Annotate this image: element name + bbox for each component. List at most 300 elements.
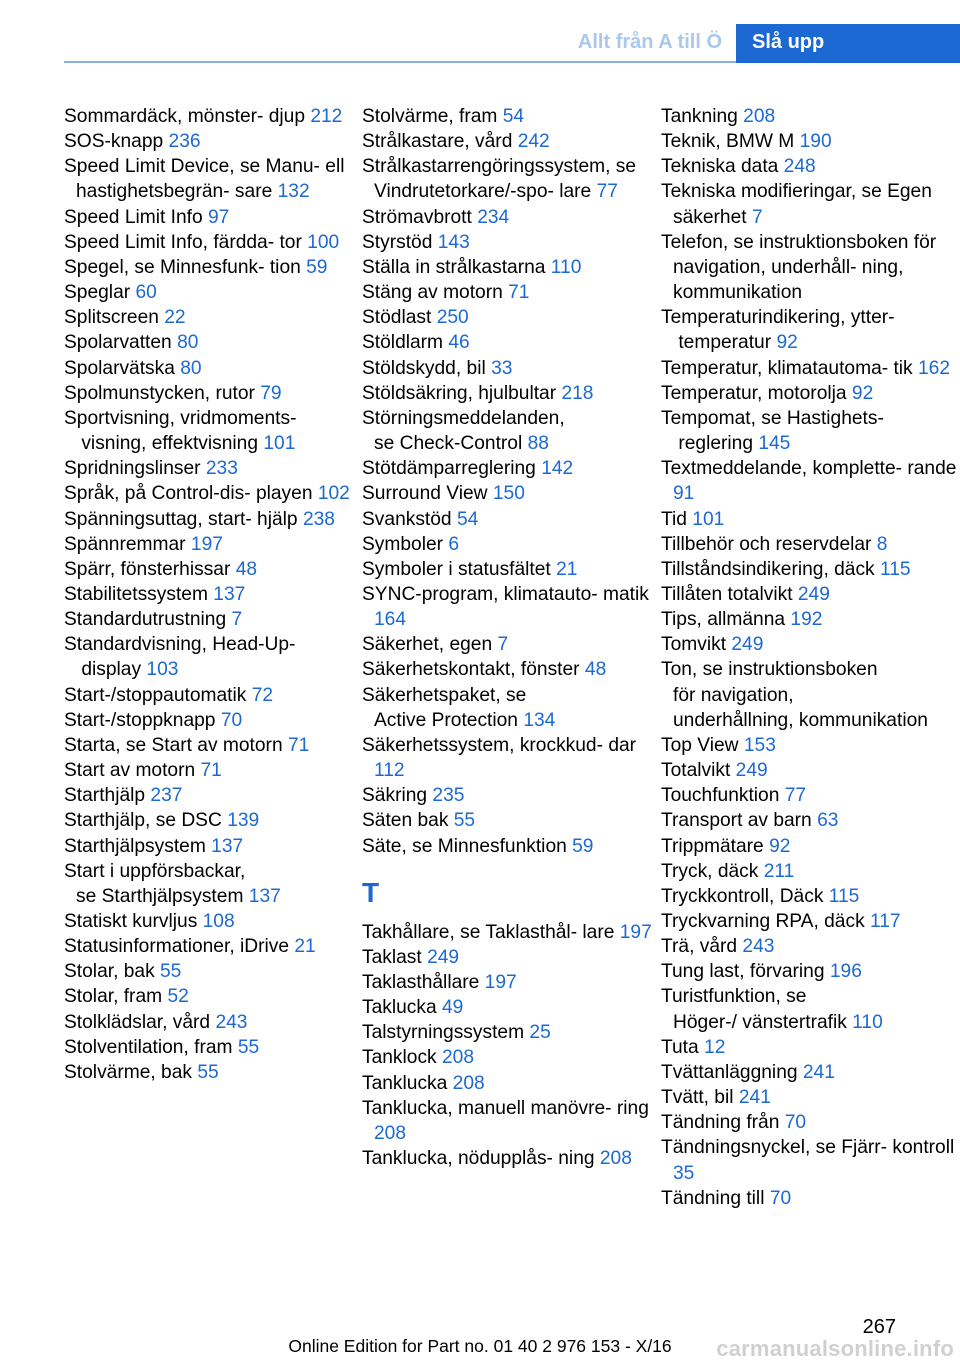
index-entry [661,230,957,305]
index-entry [362,945,652,970]
index-entry-text: Tillståndsindikering, däck [661,558,875,580]
index-entry-text: Starta, se Start av motorn [64,734,283,756]
index-entry [64,481,354,506]
index-entry [362,557,652,582]
header-tab: Slå upp [736,24,960,63]
index-entry-text: Strålkastare, vård [362,131,513,153]
index-page-link[interactable]: 92 [851,382,874,404]
index-entry-text: Stöldsäkring, hjulbultar [362,382,557,404]
index-page-link[interactable]: 243 [742,936,775,958]
index-page-link[interactable]: 71 [287,734,310,756]
header-section-title: Allt från A till Ö [577,31,722,53]
index-page-link[interactable]: 218 [561,382,594,404]
index-entry [64,532,354,557]
index-entry-text: Säkring [362,785,428,807]
index-page-link[interactable]: 208 [442,1047,475,1069]
index-entry-text: Tekniska data [661,156,779,178]
index-page-link[interactable]: 54 [456,508,479,530]
index-page-link[interactable]: 238 [302,508,335,530]
index-entry-text: Tuta [661,1036,699,1058]
index-entry [661,104,957,129]
index-entry [64,607,354,632]
index-entry-text: Top View [661,734,739,756]
index-page-link[interactable]: 8 [876,533,888,555]
index-entry-text: Tryck, däck [661,860,759,882]
index-entry [362,129,652,154]
index-entry [64,456,354,481]
index-page-link[interactable]: 249 [735,760,768,782]
index-page-link[interactable]: 92 [769,835,791,857]
index-entry [661,1060,957,1085]
index-page-link[interactable]: 249 [797,583,830,605]
index-page-link[interactable]: 115 [828,885,860,907]
index-entry [661,808,957,833]
index-entry-text: Stolvärme, bak [64,1061,192,1083]
index-entry [661,632,957,657]
index-page-link[interactable]: 241 [802,1061,835,1083]
index-entry [64,255,354,280]
index-page-link[interactable]: 70 [769,1187,792,1209]
index-entry [64,381,354,406]
index-entry-text: Start-/stoppknapp [64,709,216,731]
index-entry-text: Tryckkontroll, Däck [661,885,824,907]
index-page-link[interactable]: 79 [260,382,282,404]
index-entry-text: Splitscreen [64,307,159,329]
index-entry-text: Säten bak [362,810,449,832]
index-page-link[interactable]: 59 [306,256,328,278]
index-entry-text: SOS-knapp [64,131,164,153]
index-entry [661,607,957,632]
index-entry [661,959,957,984]
index-page-link[interactable]: 145 [758,433,791,455]
index-entry-text: Stabilitetssystem [64,583,208,605]
index-entry-text: Symboler [362,533,444,555]
index-page-link[interactable]: 208 [374,1122,407,1144]
index-entry-text: Starthjälpsystem [64,835,206,857]
index-entry-text: Standardutrustning [64,609,227,631]
index-page-link[interactable]: 235 [432,785,465,807]
index-entry [661,507,957,532]
index-entry [64,154,354,204]
index-entry [661,406,957,456]
index-page-link[interactable]: 55 [197,1061,219,1083]
index-entry-text: Spännremmar [64,533,186,555]
index-page-link[interactable]: 21 [556,558,578,580]
index-page-link[interactable]: 63 [817,810,839,832]
index-page-link[interactable]: 143 [437,231,470,253]
index-page-link[interactable]: 137 [213,583,246,605]
index-page-link[interactable]: 192 [790,609,823,631]
index-entry [362,632,652,657]
index-page-link[interactable]: 237 [150,785,183,807]
index-page-link[interactable]: 236 [168,131,201,153]
index-entry-text: Stöldlarm [362,332,444,354]
index-entry [362,532,652,557]
index-entry [362,507,652,532]
index-column-1 [64,104,354,1085]
index-page-link[interactable]: 249 [731,634,764,656]
index-page-link[interactable]: 242 [517,131,550,153]
index-entry [661,859,957,884]
index-page-link[interactable]: 49 [442,997,464,1019]
index-page-link[interactable]: 115 [880,558,911,580]
index-entry [362,305,652,330]
index-page-link[interactable]: 21 [294,936,316,958]
index-page-link[interactable]: 22 [164,307,186,329]
index-page-link[interactable]: 196 [829,961,862,983]
index-entry-text: Tillåten totalvikt [661,583,793,605]
index-entry-text: Spolmunstycken, rutor [64,382,255,404]
index-entry [661,783,957,808]
index-entry [362,230,652,255]
index-entry [64,859,354,909]
index-page-link[interactable]: 88 [527,433,549,455]
index-entry-text: Spänningsuttag, start- hjälp [64,508,298,530]
index-entry [64,507,354,532]
index-entry-text: Tung last, förvaring [661,961,825,983]
index-page-link[interactable]: 70 [784,1112,807,1134]
index-entry-text: Taklast [362,946,422,968]
index-page-link[interactable]: 7 [231,609,243,631]
index-page-link[interactable]: 248 [783,156,816,178]
index-entry [661,356,957,381]
index-page-link[interactable]: 234 [477,206,510,228]
index-page-link[interactable]: 137 [248,885,281,907]
index-page-link[interactable]: 110 [852,1011,883,1033]
index-page-link[interactable]: 211 [763,860,795,882]
index-page-link[interactable]: 153 [743,734,776,756]
index-entry [64,205,354,230]
index-entry [362,1020,652,1045]
index-entry-text: Ton, se instruktionsboken för navigation, underhållning, kommunikation [661,659,928,731]
index-page-link[interactable]: 92 [776,332,798,354]
index-page-link[interactable]: 243 [215,1011,248,1033]
index-entry-text: Spegel, se Minnesfunk- tion [64,256,301,278]
index-entry-text: Taklasthållare [362,972,480,993]
index-entry-text: Tillbehör och reservdelar [661,533,872,555]
index-entry-text: Säkerhet, egen [362,634,493,656]
index-entry [661,758,957,783]
index-page-link[interactable]: 108 [202,911,235,932]
index-page-link[interactable]: 59 [572,835,594,857]
index-entry-text: Textmeddelande, komplette- rande [661,458,957,480]
index-entry [362,1071,652,1096]
index-page-link[interactable]: 134 [523,709,556,731]
index-entry-text: Spolarvatten [64,332,172,354]
index-entry-text: Tomvikt [661,634,727,656]
index-entry [362,330,652,355]
index-entry-text: Säte, se Minnesfunktion [362,835,567,857]
index-page-link[interactable]: 77 [784,785,807,807]
index-entry [362,783,652,808]
index-page-link[interactable]: 48 [584,659,607,681]
index-page-link[interactable]: 12 [704,1036,726,1058]
index-page-link[interactable]: 162 [918,357,951,379]
index-entry [661,1085,957,1110]
index-entry-text: Talstyrningssystem [362,1022,525,1044]
index-entry [661,305,957,355]
index-entry-text: Starthjälp, se DSC [64,810,222,832]
index-entry-text: Tips, allmänna [661,609,786,631]
index-page-link[interactable]: 241 [738,1087,771,1109]
index-page-link[interactable]: 48 [235,558,258,580]
index-entry-text: Störningsmeddelanden, se Check-Control [362,407,565,455]
index-entry-text: Stolar, fram [64,986,163,1008]
index-entry-text: Strålkastarrengöringssystem, se Vindrutetorkare/-spo- lare [362,156,637,203]
index-entry-text: Statusinformationer, iDrive [64,936,290,958]
index-entry [64,406,354,456]
index-page-link[interactable]: 197 [190,533,223,555]
index-entry-text: Teknik, BMW M [661,131,795,153]
index-entry [362,582,652,632]
index-entry-text: Stöldskydd, bil [362,357,486,379]
index-entry-text: Tempomat, se Hastighets- reglering [661,407,884,455]
index-entry [64,305,354,330]
index-entry-text: Tändning från [661,1112,780,1134]
index-entry [64,230,354,255]
index-entry-text: Spridningslinser [64,458,201,480]
index-entry [362,1146,652,1171]
index-entry [64,959,354,984]
index-column-2 [362,104,652,1171]
index-entry-text: Tanklucka, nödupplås- ning [362,1148,595,1170]
index-entry [362,104,652,129]
index-page-link[interactable]: 249 [427,946,460,968]
index-page-link[interactable]: 208 [452,1072,485,1094]
index-entry-text: Tankning [661,106,738,127]
index-entry [362,834,652,859]
index-entry [64,1060,354,1085]
index-entry-text: Standardvisning, Head-Up- display [64,634,296,681]
index-entry-text: Svankstöd [362,508,452,530]
index-page-link[interactable]: 55 [453,810,476,832]
index-entry [661,884,957,909]
index-entry [362,808,652,833]
index-entry-text: Tanklock [362,1047,437,1069]
index-page-link[interactable]: 112 [374,760,405,782]
index-entry [362,456,652,481]
index-entry-text: Start-/stoppautomatik [64,684,247,706]
index-entry [362,154,652,204]
index-entry-text: Touchfunktion [661,785,780,807]
index-entry-text: Trippmätare [661,835,764,857]
index-entry-text: Tanklucka [362,1072,448,1094]
index-entry-text: Ställa in strålkastarna [362,256,546,278]
index-entry-text: Spolarvätska [64,357,175,379]
index-page-link[interactable]: 25 [529,1022,551,1044]
index-entry-text: Speed Limit Info, färdda- tor [64,231,302,253]
index-entry [64,808,354,833]
page-number: 267 [862,1316,896,1338]
index-page-link[interactable]: 46 [448,332,470,354]
index-page-link[interactable]: 71 [508,282,530,304]
index-page-link[interactable]: 54 [502,106,525,127]
index-page-link[interactable]: 137 [211,835,244,857]
index-page-link[interactable]: 233 [205,458,238,480]
index-column-3 [661,104,957,1211]
index-entry [661,834,957,859]
index-page-link[interactable]: 72 [251,684,274,706]
index-entry-text: Tvätt, bil [661,1087,734,1109]
index-page-link[interactable]: 139 [227,810,260,832]
index-entry [64,783,354,808]
index-entry-text: Säkerhetssystem, krockkud- dar [362,734,637,756]
index-page-link[interactable]: 110 [550,256,582,278]
index-entry [661,909,957,934]
index-page-link[interactable]: 102 [317,483,350,505]
index-entry [661,934,957,959]
index-entry-text: Tryckvarning RPA, däck [661,911,865,932]
index-entry-text: Stödlast [362,307,432,329]
index-entry [64,834,354,859]
index-entry [661,456,957,506]
index-page-link[interactable]: 212 [310,106,343,127]
index-entry-text: Stötdämparreglering [362,458,536,480]
index-entry-text: Totalvikt [661,760,731,782]
index-entry-text: Trä, vård [661,936,738,958]
index-entry [362,255,652,280]
index-entry [661,1186,957,1211]
index-entry-text: Symboler i statusfältet [362,558,551,580]
index-entry [362,657,652,682]
index-entry-text: Surround View [362,483,488,505]
index-page-link[interactable]: 33 [491,357,513,379]
index-page-link[interactable]: 150 [492,483,525,505]
index-entry [64,632,354,682]
index-page-link[interactable]: 142 [541,458,574,480]
index-page-link[interactable]: 101 [692,508,725,530]
index-entry [362,920,652,945]
index-page-link[interactable]: 164 [374,609,407,631]
index-page-link[interactable]: 77 [596,181,618,203]
index-entry [64,582,354,607]
index-entry-text: Speed Limit Device, se Manu- ell hastighetsbegrän- sare [64,156,345,203]
index-entry-text: Takhållare, se Taklasthål- lare [362,921,615,943]
index-page-link[interactable]: 103 [146,659,179,681]
index-entry-text: Stolvärme, fram [362,106,498,127]
index-page-link[interactable]: 197 [619,921,652,943]
index-entry [64,758,354,783]
index-page-link[interactable]: 80 [180,357,202,379]
index-page-link[interactable]: 97 [208,206,230,228]
index-entry-text: Stäng av motorn [362,282,503,304]
index-entry [362,280,652,305]
index-entry-text: Tanklucka, manuell manövre- ring [362,1097,649,1119]
index-entry-text: Starthjälp [64,785,146,807]
index-entry [64,104,354,129]
index-entry [362,970,652,995]
index-page-link[interactable]: 117 [870,911,901,932]
index-entry-text: Speglar [64,282,131,304]
index-page-link[interactable]: 55 [237,1036,260,1058]
index-page-link[interactable]: 35 [673,1162,695,1184]
index-page-link[interactable]: 55 [160,961,182,983]
index-page-link[interactable]: 6 [448,533,460,555]
index-entry-text: Speed Limit Info [64,206,203,228]
index-page-link[interactable]: 208 [599,1148,632,1170]
index-entry-text: Spärr, fönsterhissar [64,558,231,580]
index-entry-text: Tändningsnyckel, se Fjärr- kontroll [661,1137,955,1159]
index-entry-text: Statiskt kurvljus [64,911,198,932]
index-entry [661,1110,957,1135]
index-entry [64,557,354,582]
index-entry [661,657,957,732]
index-page-link[interactable]: 52 [167,986,189,1008]
index-entry [362,1096,652,1146]
index-page-link[interactable]: 208 [743,106,776,127]
index-page-link[interactable]: 70 [220,709,243,731]
index-entry-text: Sommardäck, mönster- djup [64,106,305,127]
index-entry [661,557,957,582]
index-page-link[interactable]: 101 [263,433,296,455]
index-entry-text: Språk, på Control-dis- playen [64,483,313,505]
index-page-link[interactable]: 197 [484,972,517,993]
index-entry [362,683,652,733]
index-entry-text: Telefon, se instruktionsboken för navigation, underhåll- ning, kommunikation [661,231,937,304]
index-entry-text: Temperatur, klimatautoma- tik [661,357,913,379]
index-entry-text: Stolar, bak [64,961,155,983]
index-entry [64,683,354,708]
index-entry [362,995,652,1020]
index-page-link[interactable]: 71 [200,760,222,782]
index-entry [362,406,652,456]
index-entry-text: Stolklädslar, vård [64,1011,211,1033]
index-entry [362,733,652,783]
index-page-link[interactable]: 100 [307,231,340,253]
index-page-link[interactable]: 80 [177,332,199,354]
index-page-link[interactable]: 250 [436,307,469,329]
index-entry [64,909,354,934]
index-entry-text: Turistfunktion, se Höger-/ vänstertrafik [661,986,847,1033]
index-entry [661,1035,957,1060]
index-entry [661,984,957,1034]
index-entry [64,280,354,305]
index-entry-text: Tvättanläggning [661,1061,798,1083]
index-entry [64,1010,354,1035]
index-entry-text: Sportvisning, vridmoments- visning, effektvisning [64,407,297,455]
index-entry [661,582,957,607]
index-entry [661,733,957,758]
index-entry [362,381,652,406]
index-entry [362,356,652,381]
index-entry-text: Taklucka [362,997,437,1019]
footer-edition: Online Edition for Part no. 01 40 2 976 153 - X/16 [288,1336,672,1356]
page-header [0,24,960,64]
index-page-link[interactable]: 7 [497,634,509,656]
index-entry [64,733,354,758]
index-entry [661,532,957,557]
index-entry [661,129,957,154]
index-entry-text: Säkerhetskontakt, fönster [362,659,580,681]
index-entry-text: Styrstöd [362,231,433,253]
index-entry [64,330,354,355]
index-entry-text: SYNC-program, klimatauto- matik [362,583,649,605]
index-entry-text: Temperatur, motorolja [661,382,847,404]
index-page-link[interactable]: 91 [673,483,695,505]
index-entry-text: Tekniska modifieringar, se Egen säkerhet [661,181,932,228]
index-entry [362,481,652,506]
index-entry-text: Tid [661,508,687,530]
index-entry-text: Start av motorn [64,760,196,782]
index-page-link[interactable]: 190 [799,131,832,153]
watermark: carmanualsonline.info [716,1336,954,1361]
index-entry-text: Tändning till [661,1187,765,1209]
index-entry [661,1135,957,1185]
index-letter-heading: T [362,876,380,908]
index-page-link[interactable]: 132 [277,181,310,203]
index-page-link[interactable]: 7 [751,206,763,228]
index-page-link[interactable]: 60 [135,282,157,304]
